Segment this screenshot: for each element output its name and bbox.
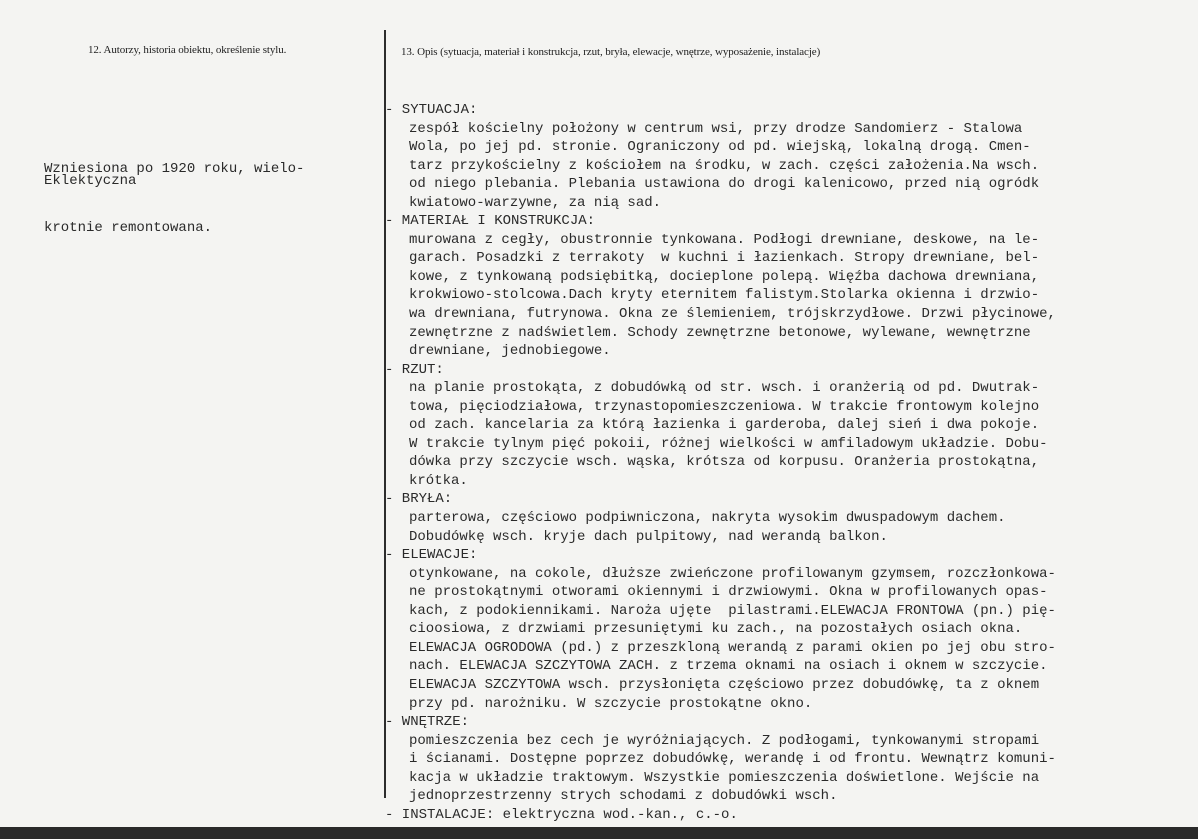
description-line: jednoprzestrzenny strych schodami z dobudówki wsch.: [409, 788, 838, 805]
description-line: garach. Posadzki z terrakoty w kuchni i łazienkach. Stropy drewniane, bel-: [409, 250, 1040, 267]
description-line: W trakcie tylnym pięć pokoii, różnej wielkości w amfiladowym układzie. Dobu-: [409, 435, 1048, 452]
section-heading: - SYTUACJA:: [385, 102, 478, 118]
description-line: kowe, z tynkowaną podsiębitką, docieplone polepą. Więźba dachowa drewniana,: [409, 268, 1040, 285]
description-line: ELEWACJA SZCZYTOWA wsch. przysłonięta częściowo przez dobudówkę, ta z oknem: [409, 676, 1040, 693]
description-line: Wola, po jej pd. stronie. Ograniczony od pd. wiejską, lokalną drogą. Cmen-: [409, 139, 1031, 156]
description-line: i ścianami. Dostępne poprzez dobudówkę, werandę i od frontu. Wewnątrz komuni-: [409, 751, 1056, 768]
description-line: kach, z podokiennikami. Naroża ujęte pilastrami.ELEWACJA FRONTOWA (pn.) pię-: [409, 602, 1056, 619]
section-heading: - MATERIAŁ I KONSTRUKCJA:: [385, 213, 596, 230]
description-line: Dobudówkę wsch. kryje dach pulpitowy, nad werandą balkon.: [409, 528, 888, 545]
description-line: dówka przy szczycie wsch. wąska, krótsza od korpusu. Oranżeria prostokątna,: [409, 454, 1040, 471]
section-heading: - RZUT:: [385, 361, 444, 378]
description-line: od zach. kancelaria za którą łazienka i garderoba, dalej sień i dwa pokoje.: [409, 417, 1040, 434]
history-line: Wzniesiona po 1920 roku, wielo-: [44, 161, 305, 177]
object-style: Eklektyczna: [44, 173, 137, 189]
description-line: murowana z cegły, obustronnie tynkowana. Podłogi drewniane, deskowe, na le-: [409, 231, 1040, 248]
description-line: otynkowane, na cokole, dłuższe zwieńczone profilowanym gzymsem, rozczłonkowa-: [409, 565, 1056, 582]
description-line: ELEWACJA OGRODOWA (pd.) z przeszkloną werandą z parami okien po jej obu stro-: [409, 639, 1056, 656]
description-line: cioosiowa, z drzwiami przesuniętymi ku zach., na pozostałych osiach okna.: [409, 621, 1023, 638]
description-line: kwiatowo-warzywne, za nią sad.: [409, 194, 662, 211]
section-12-header: 12. Autorzy, historia obiektu, określenie stylu.: [88, 44, 287, 56]
description-line: towa, pięciodziałowa, trzynastopomieszczeniowa. W trakcie frontowym kolejno: [409, 398, 1040, 415]
history-line: krotnie remontowana.: [44, 219, 213, 236]
object-history: [44, 121, 304, 277]
description-line: krótka.: [409, 472, 468, 489]
description-line: pomieszczenia bez cech je wyróżniających. Z podłogami, tynkowanymi stropami: [409, 732, 1040, 749]
description-line: kacja w układzie traktowym. Wszystkie pomieszczenia doświetlone. Wejście na: [409, 769, 1040, 786]
section-heading: - ELEWACJE:: [385, 547, 478, 564]
description-line: tarz przykościelny z kościołem na środku, w zach. części założenia.Na wsch.: [409, 157, 1040, 174]
description-line: wa drewniana, futrynowa. Okna ze ślemieniem, trójskrzydłowe. Drzwi płycinowe,: [409, 306, 1056, 323]
description-line: parterowa, częściowo podpiwniczona, nakryta wysokim dwuspadowym dachem.: [409, 510, 1006, 527]
section-heading: - BRYŁA:: [385, 491, 453, 508]
section-heading: - WNĘTRZE:: [385, 714, 470, 731]
description-line: na planie prostokąta, z dobudówką od str. wsch. i oranżerią od pd. Dwutrak-: [409, 380, 1040, 397]
description-line: ne prostokątnymi otworami okiennymi i drzwiowymi. Okna w profilowanych opas-: [409, 584, 1048, 601]
description-line: nach. ELEWACJA SZCZYTOWA ZACH. z trzema oknami na osiach i oknem w szczycie.: [409, 658, 1048, 675]
scan-bottom-edge: [0, 827, 1198, 839]
description-line: krokwiowo-stolcowa.Dach kryty eternitem falistym.Stolarka okienna i drzwio-: [409, 287, 1040, 304]
description-line: zespół kościelny położony w centrum wsi, przy drodze Sandomierz - Stalowa: [409, 120, 1023, 137]
description-line: zewnętrzne z nadświetlem. Schody zewnętrzne betonowe, wylewane, wewnętrzne: [409, 324, 1031, 341]
section-heading: - INSTALACJE: elektryczna wod.-kan., c.-o.: [385, 806, 738, 823]
object-description: [385, 101, 1185, 824]
description-line: od niego plebania. Plebania ustawiona do drogi kalenicowo, przed nią ogródk: [409, 176, 1040, 193]
section-13-header: 13. Opis (sytuacja, materiał i konstrukcja, rzut, bryła, elewacje, wnętrze, wyposażenie, instalacje): [401, 46, 821, 58]
description-line: drewniane, jednobiegowe.: [409, 343, 611, 360]
description-line: przy pd. narożniku. W szczycie prostokątne okno.: [409, 695, 813, 712]
